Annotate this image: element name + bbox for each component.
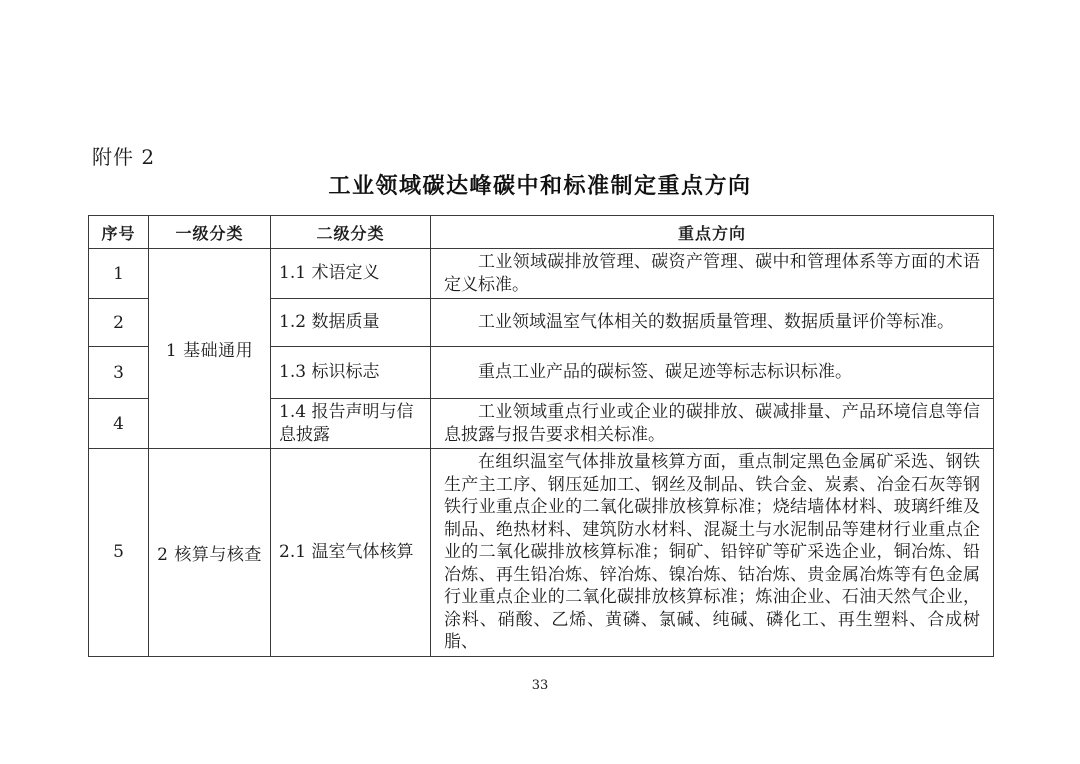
header-level1-category: 一级分类 xyxy=(149,216,271,249)
header-serial-number: 序号 xyxy=(89,216,149,249)
standards-table xyxy=(88,215,994,657)
key-direction-cell xyxy=(431,347,994,399)
key-direction-cell xyxy=(431,249,994,299)
serial-number-cell: 4 xyxy=(89,399,149,449)
table-header-row xyxy=(89,216,994,249)
level2-category-cell: 1.4 报告声明与信息披露 xyxy=(271,399,431,449)
key-direction-cell xyxy=(431,449,994,657)
level2-category-cell: 2.1 温室气体核算 xyxy=(271,449,431,657)
page-number: 33 xyxy=(531,678,549,693)
serial-number-cell: 1 xyxy=(89,249,149,299)
level2-category-cell: 1.1 术语定义 xyxy=(271,249,431,299)
key-direction-cell xyxy=(431,299,994,347)
attachment-label: 附件 2 xyxy=(92,145,156,169)
level1-category-cell: 2 核算与核查 xyxy=(149,449,271,657)
level2-category-cell: 1.3 标识标志 xyxy=(271,347,431,399)
key-direction-text: 重点工业产品的碳标签、碳足迹等标志标识标准。 xyxy=(478,362,852,383)
serial-number-cell: 3 xyxy=(89,347,149,399)
level1-category-cell: 1 基础通用 xyxy=(149,249,271,449)
serial-number-cell: 2 xyxy=(89,299,149,347)
table-row xyxy=(89,449,994,657)
key-direction-text: 工业领域碳排放管理、碳资产管理、碳中和管理体系等方面的术语定义标准。 xyxy=(444,252,980,295)
key-direction-text: 工业领域重点行业或企业的碳排放、碳减排量、产品环境信息等信息披露与报告要求相关标准。 xyxy=(444,402,980,445)
level2-category-cell: 1.2 数据质量 xyxy=(271,299,431,347)
key-direction-text: 在组织温室气体排放量核算方面，重点制定黑色金属矿采选、钢铁生产主工序、钢压延加工、钢丝及制品、铁合金、炭素、冶金石灰等钢铁行业重点企业的二氧化碳排放核算标准；烧结墙体材料、玻璃纤维及制品、绝热材料、建筑防水材料、混凝土与水泥制品等建材行业重点企业的二氧化碳排放核算标准；铜矿、铅锌矿等矿采选企业，铜冶炼、铅冶炼、再生铅冶炼、锌冶炼、镍冶炼、钴冶炼、贵金属冶炼等有色金属行业重点企业的二氧化碳排放核算标准；炼油企业、石油天然气企业，涂料、硝酸、乙烯、黄磷、氯碱、纯碱、磷化工、再生塑料、合成树脂、 xyxy=(444,452,980,652)
key-direction-cell xyxy=(431,399,994,449)
key-direction-text: 工业领域温室气体相关的数据质量管理、数据质量评价等标准。 xyxy=(478,312,954,333)
page-title: 工业领域碳达峰碳中和标准制定重点方向 xyxy=(328,173,752,199)
header-level2-category: 二级分类 xyxy=(271,216,431,249)
serial-number-cell: 5 xyxy=(89,449,149,657)
table-row xyxy=(89,249,994,299)
header-key-direction: 重点方向 xyxy=(431,216,994,249)
